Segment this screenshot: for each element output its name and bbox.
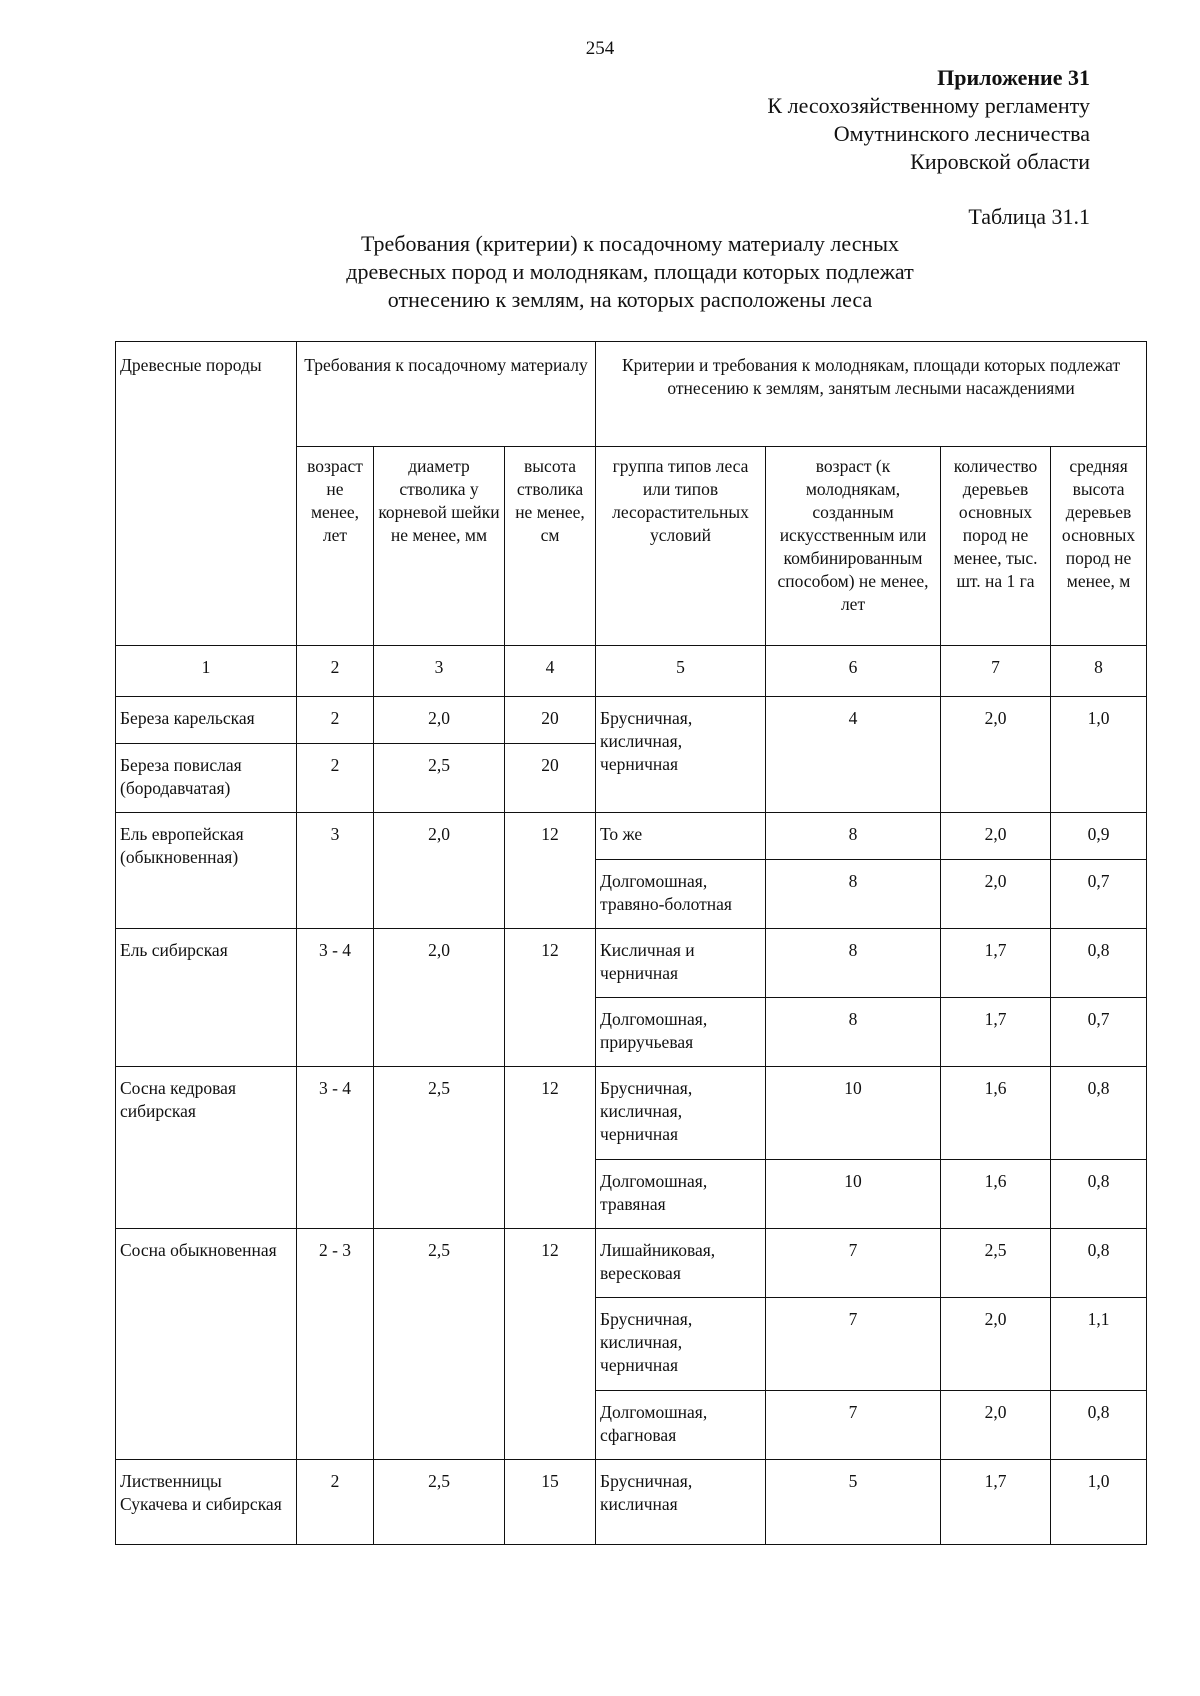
column-number: 4: [505, 646, 596, 697]
avg-height-cell: 0,8: [1051, 1067, 1147, 1160]
column-number: 3: [374, 646, 505, 697]
title-line-1: Требования (критерии) к посадочному материалу лесных: [360, 231, 900, 256]
table-label: Таблица 31.1: [968, 204, 1090, 229]
young-age-cell: 8: [766, 813, 941, 860]
header-young-group: Критерии и требования к молоднякам, площади которых подлежат отнесению к землям, занятым лесными насаждениями: [596, 342, 1147, 447]
avg-height-cell: 1,1: [1051, 1298, 1147, 1391]
avg-height-cell: 0,8: [1051, 929, 1147, 998]
tree-count-cell: 2,0: [941, 1298, 1051, 1391]
age-cell: 2 - 3: [297, 1229, 374, 1460]
table-row: [116, 1067, 1147, 1160]
tree-count-cell: 1,6: [941, 1160, 1051, 1229]
avg-height-cell: 0,7: [1051, 860, 1147, 929]
forest-type-cell: Долгомошная, сфагновая: [596, 1391, 766, 1460]
tree-count-cell: 1,7: [941, 1460, 1051, 1545]
age-cell: 2: [297, 1460, 374, 1545]
tree-count-cell: 2,0: [941, 860, 1051, 929]
species-cell: Лиственницы Сукачева и сибирская: [116, 1460, 297, 1545]
diameter-cell: 2,5: [374, 1067, 505, 1229]
diameter-cell: 2,0: [374, 929, 505, 1067]
height-cell: 12: [505, 929, 596, 1067]
appendix-line-3: Кировской области: [910, 149, 1090, 174]
young-age-cell: 5: [766, 1460, 941, 1545]
header-young-age: возраст (к молоднякам, созданным искусственным или комбинированным способом) не менее, лет: [766, 447, 941, 646]
forest-type-cell: То же: [596, 813, 766, 860]
height-cell: 20: [505, 744, 596, 813]
requirements-table: [115, 341, 1147, 1545]
tree-count-cell: 1,6: [941, 1067, 1051, 1160]
age-cell: 2: [297, 744, 374, 813]
tree-count-cell: 2,0: [941, 1391, 1051, 1460]
appendix-line-2: Омутнинского лесничества: [833, 121, 1090, 146]
column-number: 8: [1051, 646, 1147, 697]
header-planting-group: Требования к посадочному материалу: [297, 342, 596, 447]
diameter-cell: 2,5: [374, 1460, 505, 1545]
tree-count-cell: 2,0: [941, 813, 1051, 860]
species-cell: Ель сибирская: [116, 929, 297, 1067]
header-avg-height: средняя высота деревьев основных пород не менее, м: [1051, 447, 1147, 646]
forest-type-cell: Долгомошная, приручьевая: [596, 998, 766, 1067]
header-forest-type: группа типов леса или типов лесорастительных условий: [596, 447, 766, 646]
young-age-cell: 8: [766, 860, 941, 929]
forest-type-cell: Лишайниковая, вересковая: [596, 1229, 766, 1298]
young-age-cell: 7: [766, 1391, 941, 1460]
forest-type-cell: Брусничная, кисличная, черничная: [596, 1298, 766, 1391]
document-title: [230, 230, 1030, 314]
forest-type-cell: Кисличная и черничная: [596, 929, 766, 998]
height-cell: 12: [505, 813, 596, 929]
avg-height-cell: 1,0: [1051, 1460, 1147, 1545]
column-number: 2: [297, 646, 374, 697]
table-row: [116, 929, 1147, 998]
species-cell: Береза карельская: [116, 697, 297, 744]
height-cell: 12: [505, 1067, 596, 1229]
tree-count-cell: 1,7: [941, 929, 1051, 998]
age-cell: 3: [297, 813, 374, 929]
height-cell: 15: [505, 1460, 596, 1545]
species-cell: Береза повислая (бородавчатая): [116, 744, 297, 813]
species-cell: Сосна кедровая сибирская: [116, 1067, 297, 1229]
avg-height-cell: 0,8: [1051, 1229, 1147, 1298]
young-age-cell: 7: [766, 1229, 941, 1298]
forest-type-cell: Брусничная, кисличная: [596, 1460, 766, 1545]
avg-height-cell: 0,8: [1051, 1160, 1147, 1229]
forest-type-cell: Брусничная, кисличная, черничная: [596, 697, 766, 813]
table-row: [116, 1460, 1147, 1545]
table-row: [116, 813, 1147, 860]
species-cell: Ель европейская (обыкновенная): [116, 813, 297, 929]
header-age: возраст не менее, лет: [297, 447, 374, 646]
avg-height-cell: 0,9: [1051, 813, 1147, 860]
column-number-row: [116, 646, 1147, 697]
tree-count-cell: 1,7: [941, 998, 1051, 1067]
young-age-cell: 10: [766, 1160, 941, 1229]
avg-height-cell: 0,7: [1051, 998, 1147, 1067]
diameter-cell: 2,0: [374, 813, 505, 929]
young-age-cell: 8: [766, 998, 941, 1067]
young-age-cell: 8: [766, 929, 941, 998]
forest-type-cell: Долгомошная, травяно-болотная: [596, 860, 766, 929]
appendix-line-1: К лесохозяйственному регламенту: [767, 93, 1090, 118]
column-number: 7: [941, 646, 1051, 697]
age-cell: 3 - 4: [297, 1067, 374, 1229]
table-row: [116, 1229, 1147, 1298]
diameter-cell: 2,5: [374, 1229, 505, 1460]
height-cell: 12: [505, 1229, 596, 1460]
young-age-cell: 4: [766, 697, 941, 813]
diameter-cell: 2,5: [374, 744, 505, 813]
page-number: 254: [585, 38, 615, 59]
header-tree-count: количество деревьев основных пород не менее, тыс. шт. на 1 га: [941, 447, 1051, 646]
appendix-heading: [767, 64, 1090, 176]
title-line-3: отнесению к землям, на которых расположены леса: [387, 287, 873, 312]
column-number: 5: [596, 646, 766, 697]
appendix-title: Приложение 31: [937, 65, 1090, 90]
age-cell: 3 - 4: [297, 929, 374, 1067]
age-cell: 2: [297, 697, 374, 744]
forest-type-cell: Брусничная, кисличная, черничная: [596, 1067, 766, 1160]
height-cell: 20: [505, 697, 596, 744]
tree-count-cell: 2,5: [941, 1229, 1051, 1298]
header-species: Древесные породы: [116, 342, 297, 646]
young-age-cell: 10: [766, 1067, 941, 1160]
header-row-group: [116, 342, 1147, 447]
header-height: высота стволика не менее, см: [505, 447, 596, 646]
title-line-2: древесных пород и молоднякам, площади которых подлежат: [346, 259, 914, 284]
table-row: [116, 697, 1147, 744]
tree-count-cell: 2,0: [941, 697, 1051, 813]
avg-height-cell: 1,0: [1051, 697, 1147, 813]
young-age-cell: 7: [766, 1298, 941, 1391]
species-cell: Сосна обыкновенная: [116, 1229, 297, 1460]
header-diameter: диаметр стволика у корневой шейки не менее, мм: [374, 447, 505, 646]
column-number: 6: [766, 646, 941, 697]
diameter-cell: 2,0: [374, 697, 505, 744]
forest-type-cell: Долгомошная, травяная: [596, 1160, 766, 1229]
column-number: 1: [116, 646, 297, 697]
avg-height-cell: 0,8: [1051, 1391, 1147, 1460]
